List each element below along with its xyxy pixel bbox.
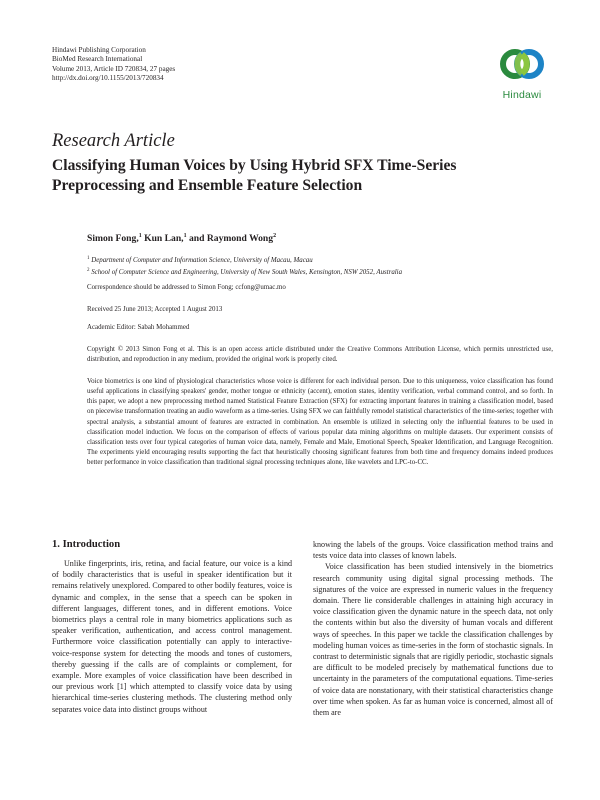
hindawi-wordmark: Hindawi: [502, 89, 542, 101]
author-name[interactable]: and Raymond Wong: [186, 233, 274, 244]
paragraph: knowing the labels of the groups. Voice classification method trains and tests voice data into classes of known labels.: [313, 540, 553, 561]
abstract: Voice biometrics is one kind of physiological characteristics whose voice is different for each individual person. Due to this uniqueness, voice classification has found useful applications in classifying speakers' gender, mother tongue or ethnicity (accent), emotion states, identity verification, verbal command control, and so forth. In this paper, we adopt a new preprocessing method named Statistical Feature Extraction (SFX) for extracting important features in training a classification model, based on piecewise transformation treating an audio waveform as a time-series. Using SFX we can faithfully remodel statistical characteristics of the time-series; together with spectral analysis, a substantial amount of features are extracted in combination. An ensemble is utilized in selecting only the influential features to be used in classification model induction. We focus on the comparison of effects of various popular data mining algorithms on multiple datasets. Our experiment consists of classification tests over four typical categories of human voice data, namely, Female and Male, Emotional Speech, Speaker Identification, and Language Recognition. The experiments yield encouraging results supporting the fact that heuristically choosing significant features from both time and frequency domains indeed produces better performance in voice classification than traditional signal processing techniques alone, like wavelets and LPC-to-CC.: [87, 378, 553, 467]
affiliation-item: [87, 254, 402, 266]
affil-text: Department of Computer and Information Science, University of Macau, Macau: [89, 257, 313, 264]
left-column: [52, 558, 292, 715]
copyright-notice: Copyright © 2013 Simon Fong et al. This is an open access article distributed under the Creative Commons Attribution License, which permits unrestricted use, distribution, and reproduction in any medium, provided the original work is properly cited.: [87, 346, 553, 364]
journal-header: [52, 46, 175, 84]
affil-number: 1: [87, 256, 90, 261]
hindawi-logo: [492, 40, 552, 106]
affil-number: 2: [87, 268, 90, 274]
correspondence: Correspondence should be addressed to Simon Fong; ccfong@umac.mo: [87, 284, 286, 291]
author-affil-mark: 1: [183, 233, 187, 239]
publisher-line: Hindawi Publishing Corporation: [52, 46, 146, 54]
paragraph: Voice classification has been studied intensively in the biometrics research community using digital signal processing methods. The signatures of the voice are expressed in numeric values in the frequency domain. There lie considerable challenges in attaining high accuracy in voice classification given the dynamic nature in the speech data, not only the contents within but also the diversity of human vocals and different ways of speeches. In this paper we tackle the classification challenges by modeling human voices as time-series in the form of stochastic signals. In contrast to deterministic signals that are rigidly periodic, stochastic signals are difficult to be modeled precisely by mathematical functions due to uncertainty in the parameters of the computational equations. Time-series of voice data are nonstationary, with their statistical characteristics change over time when spoken. As far as human voice is concerned, almost all of them are: [313, 562, 554, 718]
affiliations: [87, 254, 402, 278]
author-affil-mark: 2: [273, 233, 277, 239]
volume-line: Volume 2013, Article ID 720834, 27 pages: [52, 64, 176, 73]
paragraph: Unlike fingerprints, iris, retina, and facial feature, our voice is a kind of bodily characteristics that is useful in speaker identification but it remains relatively unexplored. Compared to other bodily features, voice is dynamic and complex, in the sense that a speech can be spoken in different languages, different tones, and in different emotions. Voice biometrics plays a central role in many biometrics applications such as speaker verification, authentication, and access control management. Furthermore voice classification potentially can apply to interactive-voice-response system for detecting the moods and tones of customers, thereby guessing if the calls are of complaints or complement, for example. More examples of voice classification have been described in our previous work [1] which attempted to classify voice data by using hierarchical time-series clustering methods. The clustering method only separates voice data into distinct groups without: [52, 559, 292, 714]
affiliation-item: [87, 266, 402, 278]
author-name[interactable]: Simon Fong,: [87, 233, 139, 244]
right-column: [313, 539, 553, 718]
author-name[interactable]: Kun Lan,: [141, 233, 184, 244]
doi-link[interactable]: http://dx.doi.org/10.1155/2013/720834: [52, 74, 164, 83]
academic-editor: Academic Editor: Sabah Mohammed: [87, 324, 190, 331]
author-affil-mark: 1: [138, 233, 142, 239]
paper-title: Classifying Human Voices by Using Hybrid SFX Time-Series Preprocessing and Ensemble Feature Selection: [52, 157, 457, 194]
hindawi-rings-icon: [492, 40, 552, 88]
affil-text: School of Computer Science and Engineering, University of New South Wales, Kensington, NSW 2052, Australia: [89, 269, 403, 277]
author-list: [87, 233, 276, 244]
article-type: Research Article: [52, 131, 175, 151]
section-heading-introduction: 1. Introduction: [52, 539, 121, 550]
received-date: Received 25 June 2013; Accepted 1 August 2013: [87, 306, 223, 313]
journal-name: BioMed Research International: [52, 55, 143, 64]
